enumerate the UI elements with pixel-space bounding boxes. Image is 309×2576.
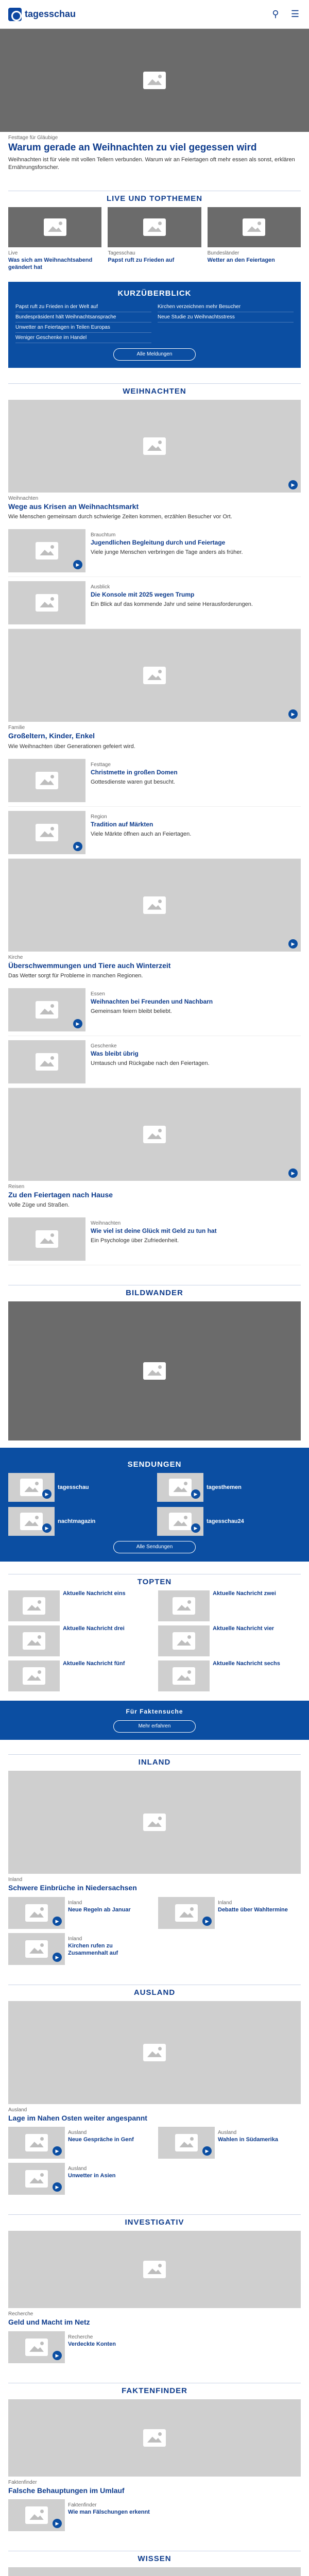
kurz-item[interactable]: Neue Studie zu Weihnachtsstress bbox=[158, 312, 294, 323]
teaser-image bbox=[158, 2127, 215, 2159]
teaser-headline[interactable]: Überschwemmungen und Tiere auch Winterzeit bbox=[8, 961, 171, 970]
teaser-topline: Recherche bbox=[8, 2311, 33, 2317]
teaser[interactable] bbox=[8, 2127, 151, 2159]
teaser-topline: Faktenfinder bbox=[8, 2479, 37, 2485]
teaser-text: Ein Psychologe über Zufriedenheit. bbox=[91, 1238, 179, 1244]
teaser-topline: Inland bbox=[218, 1900, 232, 1906]
logo-icon bbox=[8, 8, 22, 21]
live-title: LIVE UND TOPTHEMEN bbox=[106, 194, 203, 204]
play-icon: ▶ bbox=[191, 1523, 200, 1533]
faktenbox-button[interactable]: Mehr erfahren bbox=[113, 1720, 196, 1733]
teaser-headline[interactable]: Verdeckte Konten bbox=[68, 2341, 116, 2347]
teaser[interactable] bbox=[8, 1036, 301, 1088]
kurz-item[interactable]: Papst ruft zu Frieden in der Welt auf bbox=[15, 302, 151, 312]
topten-item[interactable] bbox=[158, 1590, 301, 1621]
teaser[interactable] bbox=[8, 525, 301, 577]
bild-section bbox=[0, 1273, 309, 1448]
teaser-image bbox=[8, 581, 85, 624]
inland-title: INLAND bbox=[138, 1758, 171, 1767]
teaser-headline[interactable]: Weihnachten bei Freunden und Nachbarn bbox=[91, 997, 213, 1005]
teaser-topline: Ausland bbox=[68, 2130, 87, 2136]
faktenfinder-section bbox=[0, 2370, 309, 2539]
teaser-headline[interactable]: Großeltern, Kinder, Enkel bbox=[8, 732, 95, 740]
faktenbox-title: Für Faktensuche bbox=[126, 1708, 183, 1716]
ausland-section bbox=[0, 1972, 309, 2202]
play-icon: ▶ bbox=[288, 709, 298, 719]
play-icon: ▶ bbox=[288, 1168, 298, 1178]
teaser-topline: Ausland bbox=[218, 2130, 237, 2136]
topten-headline[interactable]: Aktuelle Nachricht eins bbox=[63, 1590, 126, 1597]
bild-image[interactable] bbox=[8, 1301, 301, 1440]
teaser[interactable] bbox=[8, 2163, 151, 2195]
play-icon: ▶ bbox=[42, 1489, 52, 1499]
sendung-card[interactable] bbox=[8, 1473, 152, 1502]
teaser-image bbox=[8, 759, 85, 802]
big-teaser[interactable] bbox=[8, 2231, 301, 2327]
topten-image bbox=[8, 1590, 60, 1621]
teaser-image bbox=[8, 988, 85, 1031]
teaser-image bbox=[8, 1040, 85, 1083]
play-icon: ▶ bbox=[53, 2146, 62, 2156]
teaser-headline[interactable]: Falsche Behauptungen im Umlauf bbox=[8, 2486, 125, 2495]
ausland-title: AUSLAND bbox=[133, 1988, 176, 1997]
topten-item[interactable] bbox=[8, 1590, 151, 1621]
teaser-image bbox=[8, 2231, 301, 2308]
teaser[interactable] bbox=[8, 807, 301, 859]
teaser-text: Ein Blick auf das kommende Jahr und seine Herausforderungen. bbox=[91, 601, 253, 608]
teaser-headline[interactable]: Geld und Macht im Netz bbox=[8, 2318, 90, 2327]
teaser-image bbox=[8, 1897, 65, 1929]
teaser[interactable] bbox=[8, 1897, 151, 1929]
big-teaser[interactable] bbox=[8, 2001, 301, 2123]
live-headline[interactable]: Papst ruft zu Frieden auf bbox=[108, 257, 175, 264]
sendung-title[interactable]: tagesschau24 bbox=[207, 1518, 244, 1525]
big-teaser[interactable] bbox=[8, 2399, 301, 2496]
play-icon: ▶ bbox=[53, 1953, 62, 1962]
teaser[interactable] bbox=[8, 1933, 151, 1965]
teaser-image bbox=[8, 859, 301, 952]
teaser-image bbox=[8, 2399, 301, 2477]
inland-section bbox=[0, 1742, 309, 1972]
sendungen-title: SENDUNGEN bbox=[127, 1460, 182, 1469]
teaser-text: Wie Menschen gemeinsam durch schwierige Zeiten kommen, erzählen Besucher vor Ort. bbox=[8, 514, 232, 520]
kurz-item[interactable]: Bundespräsident hält Weihnachtsansprache bbox=[15, 312, 151, 323]
weihnachten-title: WEIHNACHTEN bbox=[123, 386, 186, 396]
topten-headline[interactable]: Aktuelle Nachricht zwei bbox=[213, 1590, 276, 1597]
topten-image bbox=[8, 1625, 60, 1656]
teaser-headline[interactable]: Wie viel ist deine Glück mit Geld zu tun hat bbox=[91, 1227, 217, 1235]
teaser-topline: Weihnachten bbox=[91, 1221, 121, 1227]
topten-image bbox=[158, 1625, 210, 1656]
teaser-topline: Essen bbox=[91, 991, 105, 997]
teaser-text: Viele junge Menschen verbringen die Tage anders als früher. bbox=[91, 549, 243, 556]
live-topline: Tagesschau bbox=[108, 250, 135, 257]
topten-headline[interactable]: Aktuelle Nachricht fünf bbox=[63, 1660, 125, 1667]
teaser-headline[interactable]: Die Konsole mit 2025 wegen Trump bbox=[91, 591, 195, 599]
teaser-image bbox=[8, 2567, 301, 2576]
teaser-text: Viele Märkte öffnen auch an Feiertagen. bbox=[91, 831, 192, 837]
live-topline: Live bbox=[8, 250, 18, 257]
teaser-topline: Inland bbox=[68, 1900, 82, 1906]
topten-item[interactable] bbox=[8, 1660, 151, 1691]
teaser-topline: Region bbox=[91, 814, 107, 820]
play-icon: ▶ bbox=[202, 2146, 212, 2156]
sendung-image bbox=[157, 1473, 203, 1502]
topten-headline[interactable]: Aktuelle Nachricht vier bbox=[213, 1625, 274, 1632]
teaser-image bbox=[8, 1217, 85, 1261]
sendung-image bbox=[8, 1473, 55, 1502]
sendung-card[interactable] bbox=[157, 1473, 301, 1502]
play-icon: ▶ bbox=[73, 560, 82, 569]
live-teaser[interactable] bbox=[108, 207, 201, 272]
teaser-image bbox=[8, 1933, 65, 1965]
weihnachten-section bbox=[0, 371, 309, 1273]
teaser-text: Volle Züge und Straßen. bbox=[8, 1202, 70, 1209]
play-icon: ▶ bbox=[73, 1019, 82, 1028]
teaser-headline[interactable]: Neue Regeln ab Januar bbox=[68, 1906, 131, 1913]
play-icon: ▶ bbox=[202, 1917, 212, 1926]
hero-text: Weihnachten ist für viele mit vollen Tellern verbunden. Warum wir an Feiertagen oft mehr essen als sonst, erklären Ernährungsforscher. bbox=[8, 156, 295, 171]
big-teaser[interactable] bbox=[8, 629, 301, 750]
teaser-image bbox=[8, 1088, 301, 1181]
topten-headline[interactable]: Aktuelle Nachricht sechs bbox=[213, 1660, 280, 1667]
teaser[interactable] bbox=[8, 984, 301, 1036]
big-teaser[interactable] bbox=[8, 1088, 301, 1209]
sendungen-section bbox=[0, 1448, 309, 1562]
teaser[interactable] bbox=[8, 755, 301, 807]
logo-text: tagesschau bbox=[25, 9, 76, 19]
sendung-title[interactable]: nachtmagazin bbox=[58, 1518, 96, 1525]
sendung-card[interactable] bbox=[8, 1507, 152, 1536]
big-teaser[interactable] bbox=[8, 2567, 301, 2576]
big-teaser[interactable] bbox=[8, 400, 301, 521]
teaser-text: Gottesdienste waren gut besucht. bbox=[91, 778, 175, 785]
teaser-topline: Geschenke bbox=[91, 1043, 117, 1049]
teaser-headline[interactable]: Jugendlichen Begleitung durch und Feiertage bbox=[91, 539, 226, 547]
kurz-title: KURZÜBERBLICK bbox=[117, 289, 192, 298]
teaser-headline[interactable]: Lage im Nahen Osten weiter angespannt bbox=[8, 2113, 147, 2122]
big-teaser[interactable] bbox=[8, 1771, 301, 1893]
hero-image bbox=[0, 29, 309, 132]
play-icon: ▶ bbox=[53, 1917, 62, 1926]
topten-section bbox=[0, 1562, 309, 1699]
play-icon: ▶ bbox=[53, 2182, 62, 2192]
teaser-headline[interactable]: Kirchen rufen zu Zusammenhalt auf bbox=[68, 1942, 118, 1956]
teaser[interactable] bbox=[8, 2331, 151, 2363]
teaser[interactable] bbox=[8, 1213, 301, 1265]
play-icon: ▶ bbox=[191, 1489, 200, 1499]
faktenfinder-title: FAKTENFINDER bbox=[122, 2386, 187, 2395]
teaser-headline[interactable]: Wege aus Krisen an Weihnachtsmarkt bbox=[8, 502, 139, 511]
big-teaser[interactable] bbox=[8, 859, 301, 980]
wissen-section bbox=[0, 2538, 309, 2576]
teaser-topline: Inland bbox=[68, 1936, 82, 1942]
teaser-topline: Festtage bbox=[91, 761, 111, 768]
topten-image bbox=[158, 1590, 210, 1621]
teaser-headline[interactable]: Tradition auf Märkten bbox=[91, 820, 153, 828]
teaser-image bbox=[8, 2499, 65, 2531]
teaser-topline: Reisen bbox=[8, 1183, 25, 1190]
topten-item[interactable] bbox=[158, 1660, 301, 1691]
live-headline[interactable]: Was sich am Weihnachtsabend geändert hat bbox=[8, 257, 93, 271]
search-icon[interactable]: ⚲ bbox=[272, 9, 279, 19]
teaser-topline: Recherche bbox=[68, 2334, 93, 2340]
teaser-image bbox=[158, 1897, 215, 1929]
live-image bbox=[8, 207, 101, 247]
teaser-topline: Ausland bbox=[8, 2107, 27, 2113]
investigativ-title: INVESTIGATIV bbox=[125, 2218, 184, 2227]
kurz-section bbox=[8, 282, 301, 368]
investigativ-section bbox=[0, 2202, 309, 2370]
teaser-image bbox=[8, 2331, 65, 2363]
faktenbox bbox=[0, 1701, 309, 1740]
topten-item[interactable] bbox=[158, 1625, 301, 1656]
logo[interactable] bbox=[8, 8, 76, 21]
teaser-headline[interactable]: Debatte über Wahltermine bbox=[218, 1906, 288, 1913]
teaser[interactable] bbox=[8, 2499, 151, 2531]
live-image bbox=[108, 207, 201, 247]
kurz-all-button[interactable]: Alle Meldungen bbox=[113, 348, 196, 361]
live-topline: Bundesländer bbox=[207, 250, 239, 257]
teaser-image bbox=[8, 529, 85, 572]
teaser-topline: Weihnachten bbox=[8, 495, 39, 501]
kurz-item[interactable]: Weniger Geschenke im Handel bbox=[15, 333, 151, 343]
teaser-topline: Ausland bbox=[68, 2166, 87, 2172]
sendung-image bbox=[8, 1507, 55, 1536]
teaser-headline[interactable]: Was bleibt übrig bbox=[91, 1049, 139, 1057]
hero-topline: Festtage für Gläubige bbox=[8, 135, 58, 141]
play-icon: ▶ bbox=[53, 2519, 62, 2528]
kurz-item[interactable]: Unwetter an Feiertagen in Teilen Europas bbox=[15, 323, 151, 333]
teaser[interactable] bbox=[8, 577, 301, 629]
teaser-image bbox=[8, 400, 301, 493]
topten-image bbox=[8, 1660, 60, 1691]
teaser-headline[interactable]: Schwere Einbrüche in Niedersachsen bbox=[8, 1884, 137, 1892]
teaser-topline: Familie bbox=[8, 725, 25, 731]
sendung-card[interactable] bbox=[157, 1507, 301, 1536]
teaser-text: Gemeinsam feiern bleibt beliebt. bbox=[91, 1008, 172, 1014]
live-image bbox=[208, 207, 301, 247]
bild-title: BILDWANDER bbox=[126, 1289, 183, 1298]
teaser[interactable] bbox=[158, 1897, 301, 1929]
site-header bbox=[0, 0, 309, 29]
teaser-headline[interactable]: Christmette in großen Domen bbox=[91, 768, 178, 776]
teaser-image bbox=[8, 2163, 65, 2195]
live-section bbox=[0, 178, 309, 279]
teaser-text: Umtausch und Rückgabe nach den Feiertagen. bbox=[91, 1060, 210, 1066]
live-teaser[interactable] bbox=[208, 207, 301, 272]
sendung-image bbox=[157, 1507, 203, 1536]
teaser-headline[interactable]: Wahlen in Südamerika bbox=[218, 2137, 278, 2143]
teaser-headline[interactable]: Zu den Feiertagen nach Hause bbox=[8, 1190, 113, 1199]
teaser-image bbox=[8, 2001, 301, 2104]
teaser-headline[interactable]: Unwetter in Asien bbox=[68, 2173, 116, 2179]
teaser-image bbox=[8, 2127, 65, 2159]
teaser[interactable] bbox=[158, 2127, 301, 2159]
play-icon: ▶ bbox=[42, 1523, 52, 1533]
play-icon: ▶ bbox=[73, 842, 82, 851]
play-icon: ▶ bbox=[288, 480, 298, 489]
play-icon: ▶ bbox=[288, 939, 298, 948]
teaser-image bbox=[8, 811, 85, 854]
hero-headline[interactable]: Warum gerade an Weihnachten zu viel gegessen wird bbox=[8, 142, 257, 153]
teaser-headline[interactable]: Wie man Fälschungen erkennt bbox=[68, 2509, 150, 2516]
topten-image bbox=[158, 1660, 210, 1691]
menu-icon[interactable]: ☰ bbox=[290, 9, 300, 19]
teaser-topline: Kirche bbox=[8, 954, 23, 960]
play-icon: ▶ bbox=[53, 2351, 62, 2360]
teaser-image bbox=[8, 629, 301, 722]
kurz-item[interactable]: Kirchen verzeichnen mehr Besucher bbox=[158, 302, 294, 312]
teaser-text: Das Wetter sorgt für Probleme in manchen Regionen. bbox=[8, 973, 143, 979]
topten-item[interactable] bbox=[8, 1625, 151, 1656]
live-headline[interactable]: Wetter an den Feiertagen bbox=[207, 257, 275, 264]
teaser-topline: Brauchtum bbox=[91, 532, 116, 538]
teaser-text: Wie Weihnachten über Generationen gefeiert wird. bbox=[8, 743, 135, 750]
topten-title: TOPTEN bbox=[137, 1578, 172, 1587]
live-teaser[interactable] bbox=[8, 207, 101, 272]
topten-headline[interactable]: Aktuelle Nachricht drei bbox=[63, 1625, 125, 1632]
teaser-headline[interactable]: Neue Gespräche in Genf bbox=[68, 2137, 134, 2143]
teaser-topline: Faktenfinder bbox=[68, 2502, 97, 2509]
hero-teaser[interactable] bbox=[0, 29, 309, 178]
sendung-title[interactable]: tagesthemen bbox=[207, 1484, 242, 1491]
sendung-title[interactable]: tagesschau bbox=[58, 1484, 89, 1491]
wissen-title: WISSEN bbox=[138, 2554, 171, 2564]
sendungen-all-button[interactable]: Alle Sendungen bbox=[113, 1541, 196, 1553]
teaser-image bbox=[8, 1771, 301, 1874]
teaser-topline: Ausblick bbox=[91, 584, 110, 590]
teaser-topline: Inland bbox=[8, 1877, 23, 1883]
